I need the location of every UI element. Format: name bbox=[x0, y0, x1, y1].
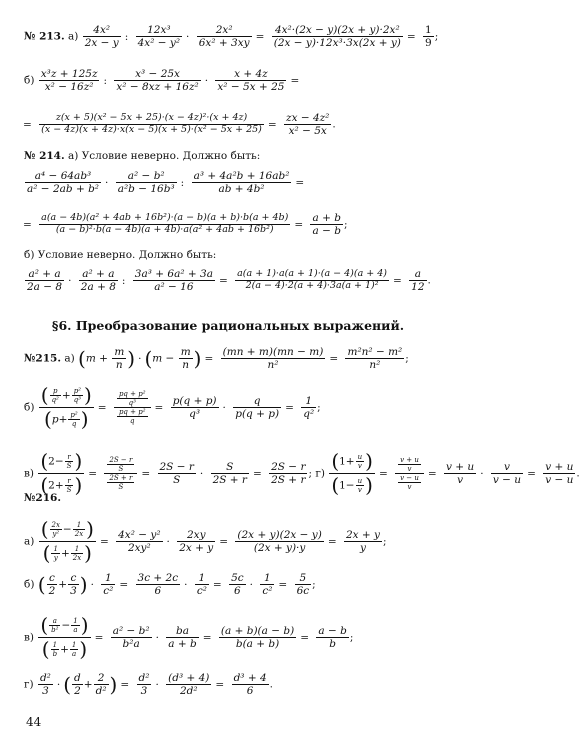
fraction: $\frac{v}{v - u}$ bbox=[492, 460, 522, 486]
answer-fraction: $\frac{a + b}{a - b}$ bbox=[312, 212, 341, 238]
problem-label: № 213. bbox=[24, 30, 65, 43]
fraction: $\frac{\text{a² − b²}}{\text{a²b − 16b³}}$ bbox=[117, 170, 175, 196]
fraction: $\frac{\text{(d³ + 4)}}{\text{2d²}}$ bbox=[168, 672, 210, 698]
item-marker: б) bbox=[24, 74, 35, 87]
item-marker: а) bbox=[68, 30, 79, 43]
problem-214-a-line2: = $\frac{\text{a(a − 4b)(a² + 4ab + 16b²)·(a − b)(a + b)·b(a + 4b)}}{\text{(a − b)²·b(a − 4b)(a + 4b)·a(a² + 4ab + 16b²)}}$ = $\frac{a + b}{a - b}$ ; bbox=[23, 212, 348, 238]
problem-216-a: а) ( $\frac{2x}{\text{y²}}$ − $\frac{1}{2x}$ ) ( $\frac{1}{y}$ + $\frac{1}{2x}$ ) = $\frac{\text{4x² − y²}}{\text{2xy²}}$ · $\frac{2xy}{2x + y}$ = $\frac{(2x + y)(2x - y)}{(2x + y)\cdot y}$ = $\frac{2x + y}{y}$ ; bbox=[24, 517, 387, 565]
problem-label: №216. bbox=[24, 492, 61, 504]
answer-fraction: $\frac{2x + y}{y}$ bbox=[345, 528, 380, 554]
problem-213-a: № 213. а) $\frac{\text{4x²}}{2x - y}$ : $\frac{\text{12x³}}{\text{4x² − y²}}$ · $\frac{\text{2x²}}{\text{6x² + 3xy}}$ = $\frac{\text{4x²·(2x − y)(2x + y)·2x²}}{\text{(2x − y)·12x³·3x(2x + y)}}$ = $\frac{1}{9}$ ; bbox=[24, 24, 439, 50]
answer-fraction: $\frac{5}{6c}$ bbox=[296, 572, 310, 598]
fraction: $\frac{1}{\text{c²}}$ bbox=[103, 572, 114, 598]
fraction: $\frac{\text{12x³}}{\text{4x² − y²}}$ bbox=[137, 24, 181, 50]
fraction: $\frac{(mn + m)(mn - m)}{\text{n²}}$ bbox=[222, 346, 324, 372]
fraction: $\frac{\text{4x² − y²}}{\text{2xy²}}$ bbox=[118, 528, 161, 554]
item-marker: а) bbox=[64, 352, 75, 365]
fraction: $\frac{c}{3}$ bbox=[70, 572, 77, 598]
fraction: $\frac{\text{a⁴ − 64ab³}}{\text{a² − 2ab + b²}}$ bbox=[27, 170, 100, 196]
compound-fraction: ( $\frac{p}{\text{q²}}$ + $\frac{\text{p²}}{\text{q³}}$ ) (p+ $\frac{\text{p²}}{q}$ ) bbox=[40, 383, 92, 431]
fraction: $\frac{1}{\text{c²}}$ bbox=[196, 572, 207, 598]
answer-fraction: $\frac{\text{zx − 4z²}}{\text{x² − 5x}}$ bbox=[286, 112, 330, 138]
fraction: $\frac{\text{d²}}{3}$ bbox=[138, 672, 150, 698]
fraction: $\frac{\text{2x²}}{\text{6x² + 3xy}}$ bbox=[198, 24, 250, 50]
item-marker: б) bbox=[24, 401, 35, 414]
answer-fraction: $\frac{a - b}{b}$ bbox=[318, 624, 347, 650]
fraction: $\frac{\text{a² + a}}{2a - 8}$ bbox=[27, 268, 63, 294]
fraction: $\frac{\text{4x²·(2x − y)(2x + y)·2x²}}{\text{(2x − y)·12x³·3x(2x + y)}}$ bbox=[273, 24, 401, 50]
fraction: $\frac{p(q + p)}{\text{q³}}$ bbox=[172, 394, 217, 420]
fraction: $\frac{m}{n}$ bbox=[114, 346, 125, 372]
fraction: $\frac{m}{n}$ bbox=[180, 346, 191, 372]
problem-214-b-text bbox=[24, 250, 216, 261]
problem-214-b-line: $\frac{\text{a² + a}}{2a - 8}$ · $\frac{\text{a² + a}}{2a + 8}$ : $\frac{\text{3a³ + 6a² + 3a}}{\text{a² − 16}}$ = $\frac{a(a + 1)\cdot a(a + 1)\cdot(a - 4)(a + 4)}{\text{2(a − 4)·2(a + 4)·3a(a + 1)²}}$ = $\frac{a}{12}$ . bbox=[27, 268, 431, 294]
answer-fraction: $\frac{v + u}{v - u}$ bbox=[545, 460, 574, 486]
answer-fraction: $\frac{2S - r}{2S + r}$ bbox=[271, 460, 306, 486]
fraction: $\frac{\text{a² − b²}}{\text{b²a}}$ bbox=[112, 624, 150, 650]
fraction: $\frac{c}{2}$ bbox=[48, 572, 56, 598]
fraction: $\frac{a(a + 1)\cdot a(a + 1)\cdot(a - 4)(a + 4)}{\text{2(a − 4)·2(a + 4)·3a(a + 1)²}}$ bbox=[237, 268, 387, 292]
fraction: $\frac{ba}{a + b}$ bbox=[168, 624, 197, 650]
compound-fraction: (1+ $\frac{u}{v}$ ) (1− $\frac{u}{v}$ ) bbox=[331, 449, 373, 497]
fraction: $\frac{\text{3a³ + 6a² + 3a}}{\text{a² − 16}}$ bbox=[134, 268, 213, 294]
problem-215-a: №215. а) (m + $\frac{m}{n}$ ) · (m − $\frac{m}{n}$ ) = $\frac{(mn + m)(mn - m)}{\text{n²}}$ = $\frac{\text{m²n² − m²}}{\text{n²}}$ ; bbox=[24, 346, 409, 372]
fraction: $\frac{\text{d²}}{3}$ bbox=[39, 672, 51, 698]
fraction: $\frac{1}{\text{c²}}$ bbox=[262, 572, 273, 598]
problem-216-b: б) ( $\frac{c}{2}$ + $\frac{c}{3}$ ) · $\frac{1}{\text{c²}}$ = $\frac{3c + 2c}{6}$ · $\frac{1}{\text{c²}}$ = $\frac{5c}{6}$ · $\frac{1}{\text{c²}}$ = $\frac{5}{6c}$ ; bbox=[24, 572, 316, 598]
problem-215-b: б) ( $\frac{p}{\text{q²}}$ + $\frac{\text{p²}}{\text{q³}}$ ) (p+ $\frac{\text{p²}}{q}$ ) = $\frac{\frac{\text{pq + p²}}{\text{q³}}}{\frac{\text{pq + p²}}{q}}$ = $\frac{p(q + p)}{\text{q³}}$ · $\frac{q}{p(q + p)}$ = $\frac{1}{\text{q²}}$ ; bbox=[24, 383, 321, 431]
compound-fraction: (2− $\frac{r}{S}$ ) (2+ $\frac{r}{S}$ ) bbox=[40, 449, 83, 497]
fraction: $\frac{q}{p(q + p)}$ bbox=[235, 394, 280, 420]
page-number: 44 bbox=[26, 715, 42, 729]
fraction: $\frac{\text{a³ + 4a²b + 16ab²}}{\text{ab + 4b²}}$ bbox=[193, 170, 290, 196]
compound-fraction: ( $\frac{2x}{\text{y²}}$ − $\frac{1}{2x}$ ) ( $\frac{1}{y}$ + $\frac{1}{2x}$ ) bbox=[40, 517, 94, 565]
fraction: $\frac{\text{4x²}}{2x - y}$ bbox=[84, 24, 119, 50]
fraction: $\frac{5c}{6}$ bbox=[231, 572, 244, 598]
compound-fraction: $\frac{\frac{\text{pq + p²}}{\text{q³}}}{\frac{\text{pq + p²}}{q}}$ bbox=[114, 390, 151, 425]
fraction: $\frac{v + u}{v}$ bbox=[446, 460, 475, 486]
problem-label: № 214. bbox=[24, 150, 65, 162]
fraction: $\frac{3c + 2c}{6}$ bbox=[137, 572, 179, 598]
answer-fraction: $\frac{1}{9}$ bbox=[425, 24, 432, 50]
answer-fraction: $\frac{\text{d³ + 4}}{6}$ bbox=[233, 672, 267, 698]
answer-fraction: $\frac{1}{\text{q²}}$ bbox=[303, 394, 315, 420]
section-title: §6. Преобразование рациональных выражений. bbox=[51, 318, 405, 333]
fraction: $\frac{2}{\text{d²}}$ bbox=[95, 672, 107, 698]
fraction: $\frac{\text{x³z + 125z}}{\text{x² − 16z²}}$ bbox=[40, 68, 98, 94]
fraction: $\frac{\text{x³ − 25x}}{\text{x² − 8xz + 16z²}}$ bbox=[116, 68, 199, 94]
answer-fraction: $\frac{a}{12}$ bbox=[411, 268, 425, 294]
fraction: $\frac{2S - r}{S}$ bbox=[159, 460, 194, 486]
item-marker: в) bbox=[24, 467, 35, 480]
compound-fraction: $\frac{\frac{v + u}{v}}{\frac{v - u}{v}}$ bbox=[395, 456, 424, 491]
fraction: $\frac{2xy}{2x + y}$ bbox=[179, 528, 214, 554]
fraction: $\frac{S}{2S + r}$ bbox=[212, 460, 247, 486]
item-marker: а) bbox=[24, 535, 35, 548]
problem-label: №215. bbox=[24, 352, 61, 365]
fraction: $\frac{(a + b)(a - b)}{b(a + b)}$ bbox=[220, 624, 295, 650]
item-marker: г) bbox=[24, 678, 34, 691]
fraction: $\frac{x + 4z}{\text{x² − 5x + 25}}$ bbox=[217, 68, 285, 94]
item-marker: б) bbox=[24, 578, 35, 591]
problem-216-v: в) ( $\frac{a}{\text{b²}}$ − $\frac{1}{a}$ ) ( $\frac{1}{b}$ + $\frac{1}{a}$ ) = $\frac{\text{a² − b²}}{\text{b²a}}$ · $\frac{ba}{a + b}$ = $\frac{(a + b)(a - b)}{b(a + b)}$ = $\frac{a - b}{b}$ ; bbox=[24, 613, 354, 661]
compound-fraction: ( $\frac{a}{\text{b²}}$ − $\frac{1}{a}$ ) ( $\frac{1}{b}$ + $\frac{1}{a}$ ) bbox=[40, 613, 89, 661]
problem-213-b-line1: б) $\frac{\text{x³z + 125z}}{\text{x² − 16z²}}$ : $\frac{\text{x³ − 25x}}{\text{x² − 8xz + 16z²}}$ · $\frac{x + 4z}{\text{x² − 5x + 25}}$ = bbox=[24, 68, 300, 94]
fraction: $\frac{(2x + y)(2x - y)}{(2x + y)\cdot y}$ bbox=[237, 528, 322, 554]
statement-text: а) Условие неверно. Должно быть: bbox=[68, 150, 261, 162]
compound-fraction: $\frac{\frac{2S - r}{S}}{\frac{2S + r}{S}}$ bbox=[104, 456, 137, 491]
problem-216-g: г) $\frac{\text{d²}}{3}$ · ( $\frac{d}{2}$ + $\frac{2}{\text{d²}}$ ) = $\frac{\text{d²}}{3}$ · $\frac{\text{(d³ + 4)}}{\text{2d²}}$ = $\frac{\text{d³ + 4}}{6}$ . bbox=[24, 672, 273, 698]
answer-fraction: $\frac{\text{m²n² − m²}}{\text{n²}}$ bbox=[347, 346, 403, 372]
problem-213-b-line2: = $\frac{\text{z(x + 5)(x² − 5x + 25)·(x − 4z)²·(x + 4z)}}{\text{(x − 4z)(x + 4z)·x(x − 5)(x + 5)·(x² − 5x + 25)}}$ = $\frac{\text{zx − 4z²}}{\text{x² − 5x}}$ . bbox=[23, 112, 336, 138]
problem-214-a-line1: $\frac{\text{a⁴ − 64ab³}}{\text{a² − 2ab + b²}}$ · $\frac{\text{a² − b²}}{\text{a²b − 16b³}}$ : $\frac{\text{a³ + 4a²b + 16ab²}}{\text{ab + 4b²}}$ = bbox=[27, 170, 305, 196]
fraction: $\frac{\text{z(x + 5)(x² − 5x + 25)·(x − 4z)²·(x + 4z)}}{\text{(x − 4z)(x + 4z)·x(x − 5)(x + 5)·(x² − 5x + 25)}}$ bbox=[41, 112, 262, 136]
fraction: $\frac{d}{2}$ bbox=[74, 672, 81, 698]
item-marker: г) bbox=[315, 467, 325, 480]
fraction: $\frac{\text{a(a − 4b)(a² + 4ab + 16b²)·(a − b)(a + b)·b(a + 4b)}}{\text{(a − b)²·b(a − 4b)(a + 4b)·a(a² + 4ab + 16b²)}}$ bbox=[41, 212, 289, 236]
statement-text: б) Условие неверно. Должно быть: bbox=[24, 249, 217, 261]
problem-214-a-text bbox=[24, 151, 260, 162]
problem-215-v-g: в) (2− $\frac{r}{S}$ ) (2+ $\frac{r}{S}$ ) = $\frac{\frac{2S - r}{S}}{\frac{2S + r}{S}}$ = $\frac{2S - r}{S}$ · $\frac{S}{2S + r}$ = $\frac{2S - r}{2S + r}$ ; г) (1+ $\frac{u}{v}$ ) (1− $\frac{u}{v}$ ) = $\frac{\frac{v + u}{v}}{\frac{v - u}{v}}$ = $\frac{v + u}{v}$ · $\frac{v}{v - u}$ = $\frac{v + u}{v - u}$ . bbox=[24, 449, 580, 497]
item-marker: в) bbox=[24, 631, 35, 644]
fraction: $\frac{\text{a² + a}}{2a + 8}$ bbox=[80, 268, 116, 294]
